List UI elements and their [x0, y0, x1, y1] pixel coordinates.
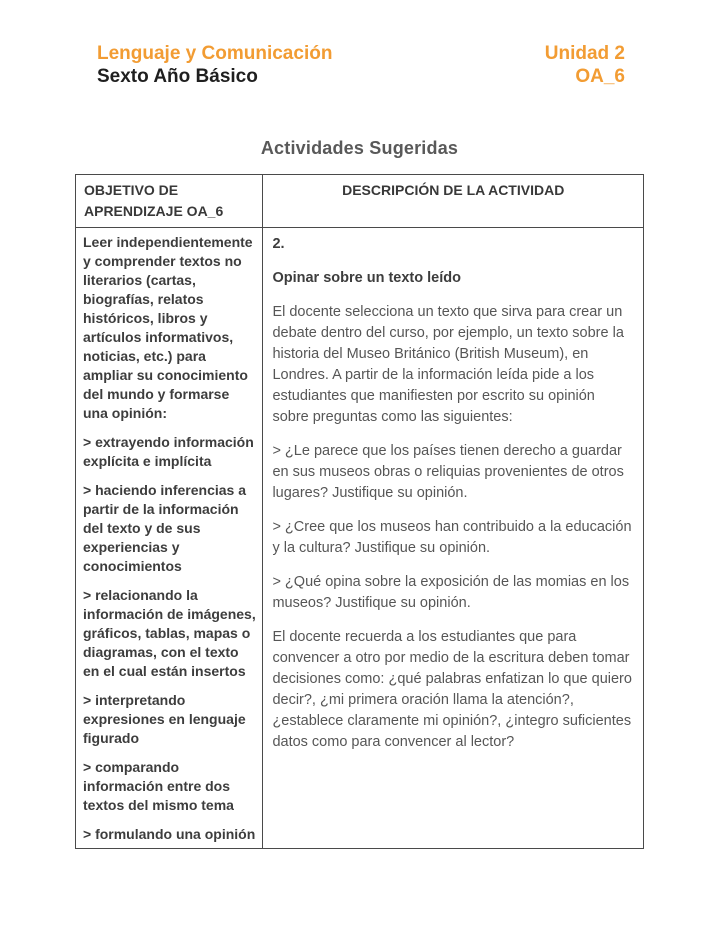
activity-closing: El docente recuerda a los estudiantes que para convencer a otro por medio de la escritura deben tomar decisiones como: ¿qué palabras enfatizan lo que quiero decir?, ¿mi primera oración llama la atención?, ¿establece claramente mi opinión?, ¿integro suficientes datos como para convencer al lector? [272, 629, 632, 750]
activity-question: > ¿Le parece que los países tienen derecho a guardar en sus museos obras o reliquias provenientes de otros lugares? Justifique su opinión. [272, 443, 624, 501]
activity-title: Opinar sobre un texto leído [272, 270, 461, 286]
activity-question: > ¿Qué opina sobre la exposición de las momias en los museos? Justifique su opinión. [272, 574, 630, 611]
objective-bullet: > relacionando la información de imágenes, gráficos, tablas, mapas o diagramas, con el texto en el cual están insertos [83, 587, 256, 679]
unit-label: Unidad 2 [544, 43, 625, 64]
activities-table [75, 174, 644, 849]
column-header-description: DESCRIPCIÓN DE LA ACTIVIDAD [263, 175, 644, 228]
objective-bullet: > extrayendo información explícita e implícita [83, 434, 254, 469]
objective-bullet: > comparando información entre dos textos del mismo tema [83, 759, 234, 813]
header-right [545, 42, 625, 88]
objective-bullet: > haciendo inferencias a partir de la información del texto y de sus experiencias y conocimientos [83, 482, 247, 574]
oa-code-label: OA_6 [575, 66, 625, 87]
table-body-row [76, 228, 644, 849]
subject-title: Lenguaje y Comunicación [97, 43, 333, 64]
activity-description-cell [263, 228, 644, 849]
table-header-row [76, 175, 644, 228]
activity-question: > ¿Cree que los museos han contribuido a la educación y la cultura? Justifique su opinión. [272, 519, 632, 556]
activity-intro: El docente selecciona un texto que sirva para crear un debate dentro del curso, por ejemplo, un texto sobre la historia del Museo Británico (British Museum), en Londres. A partir de la información leída pide a los estudiantes que manifiesten por escrito su opinión sobre preguntas como las siguientes: [272, 304, 624, 425]
section-title: Actividades Sugeridas [260, 138, 459, 158]
objective-bullet: > interpretando expresiones en lenguaje figurado [83, 692, 246, 746]
document-header [75, 42, 644, 88]
header-left [97, 42, 332, 88]
activity-number: 2. [272, 236, 285, 252]
objective-cell [76, 228, 263, 849]
grade-title: Sexto Año Básico [97, 66, 258, 87]
objective-bullet: > formulando una opinión [83, 826, 256, 842]
objective-intro: Leer independientemente y comprender textos no literarios (cartas, biografías, relatos históricos, libros y artículos informativos, noticias, etc.) para ampliar su conocimiento del mundo y formarse una opinión: [83, 234, 253, 421]
column-header-objective: OBJETIVO DE APRENDIZAJE OA_6 [76, 175, 263, 228]
